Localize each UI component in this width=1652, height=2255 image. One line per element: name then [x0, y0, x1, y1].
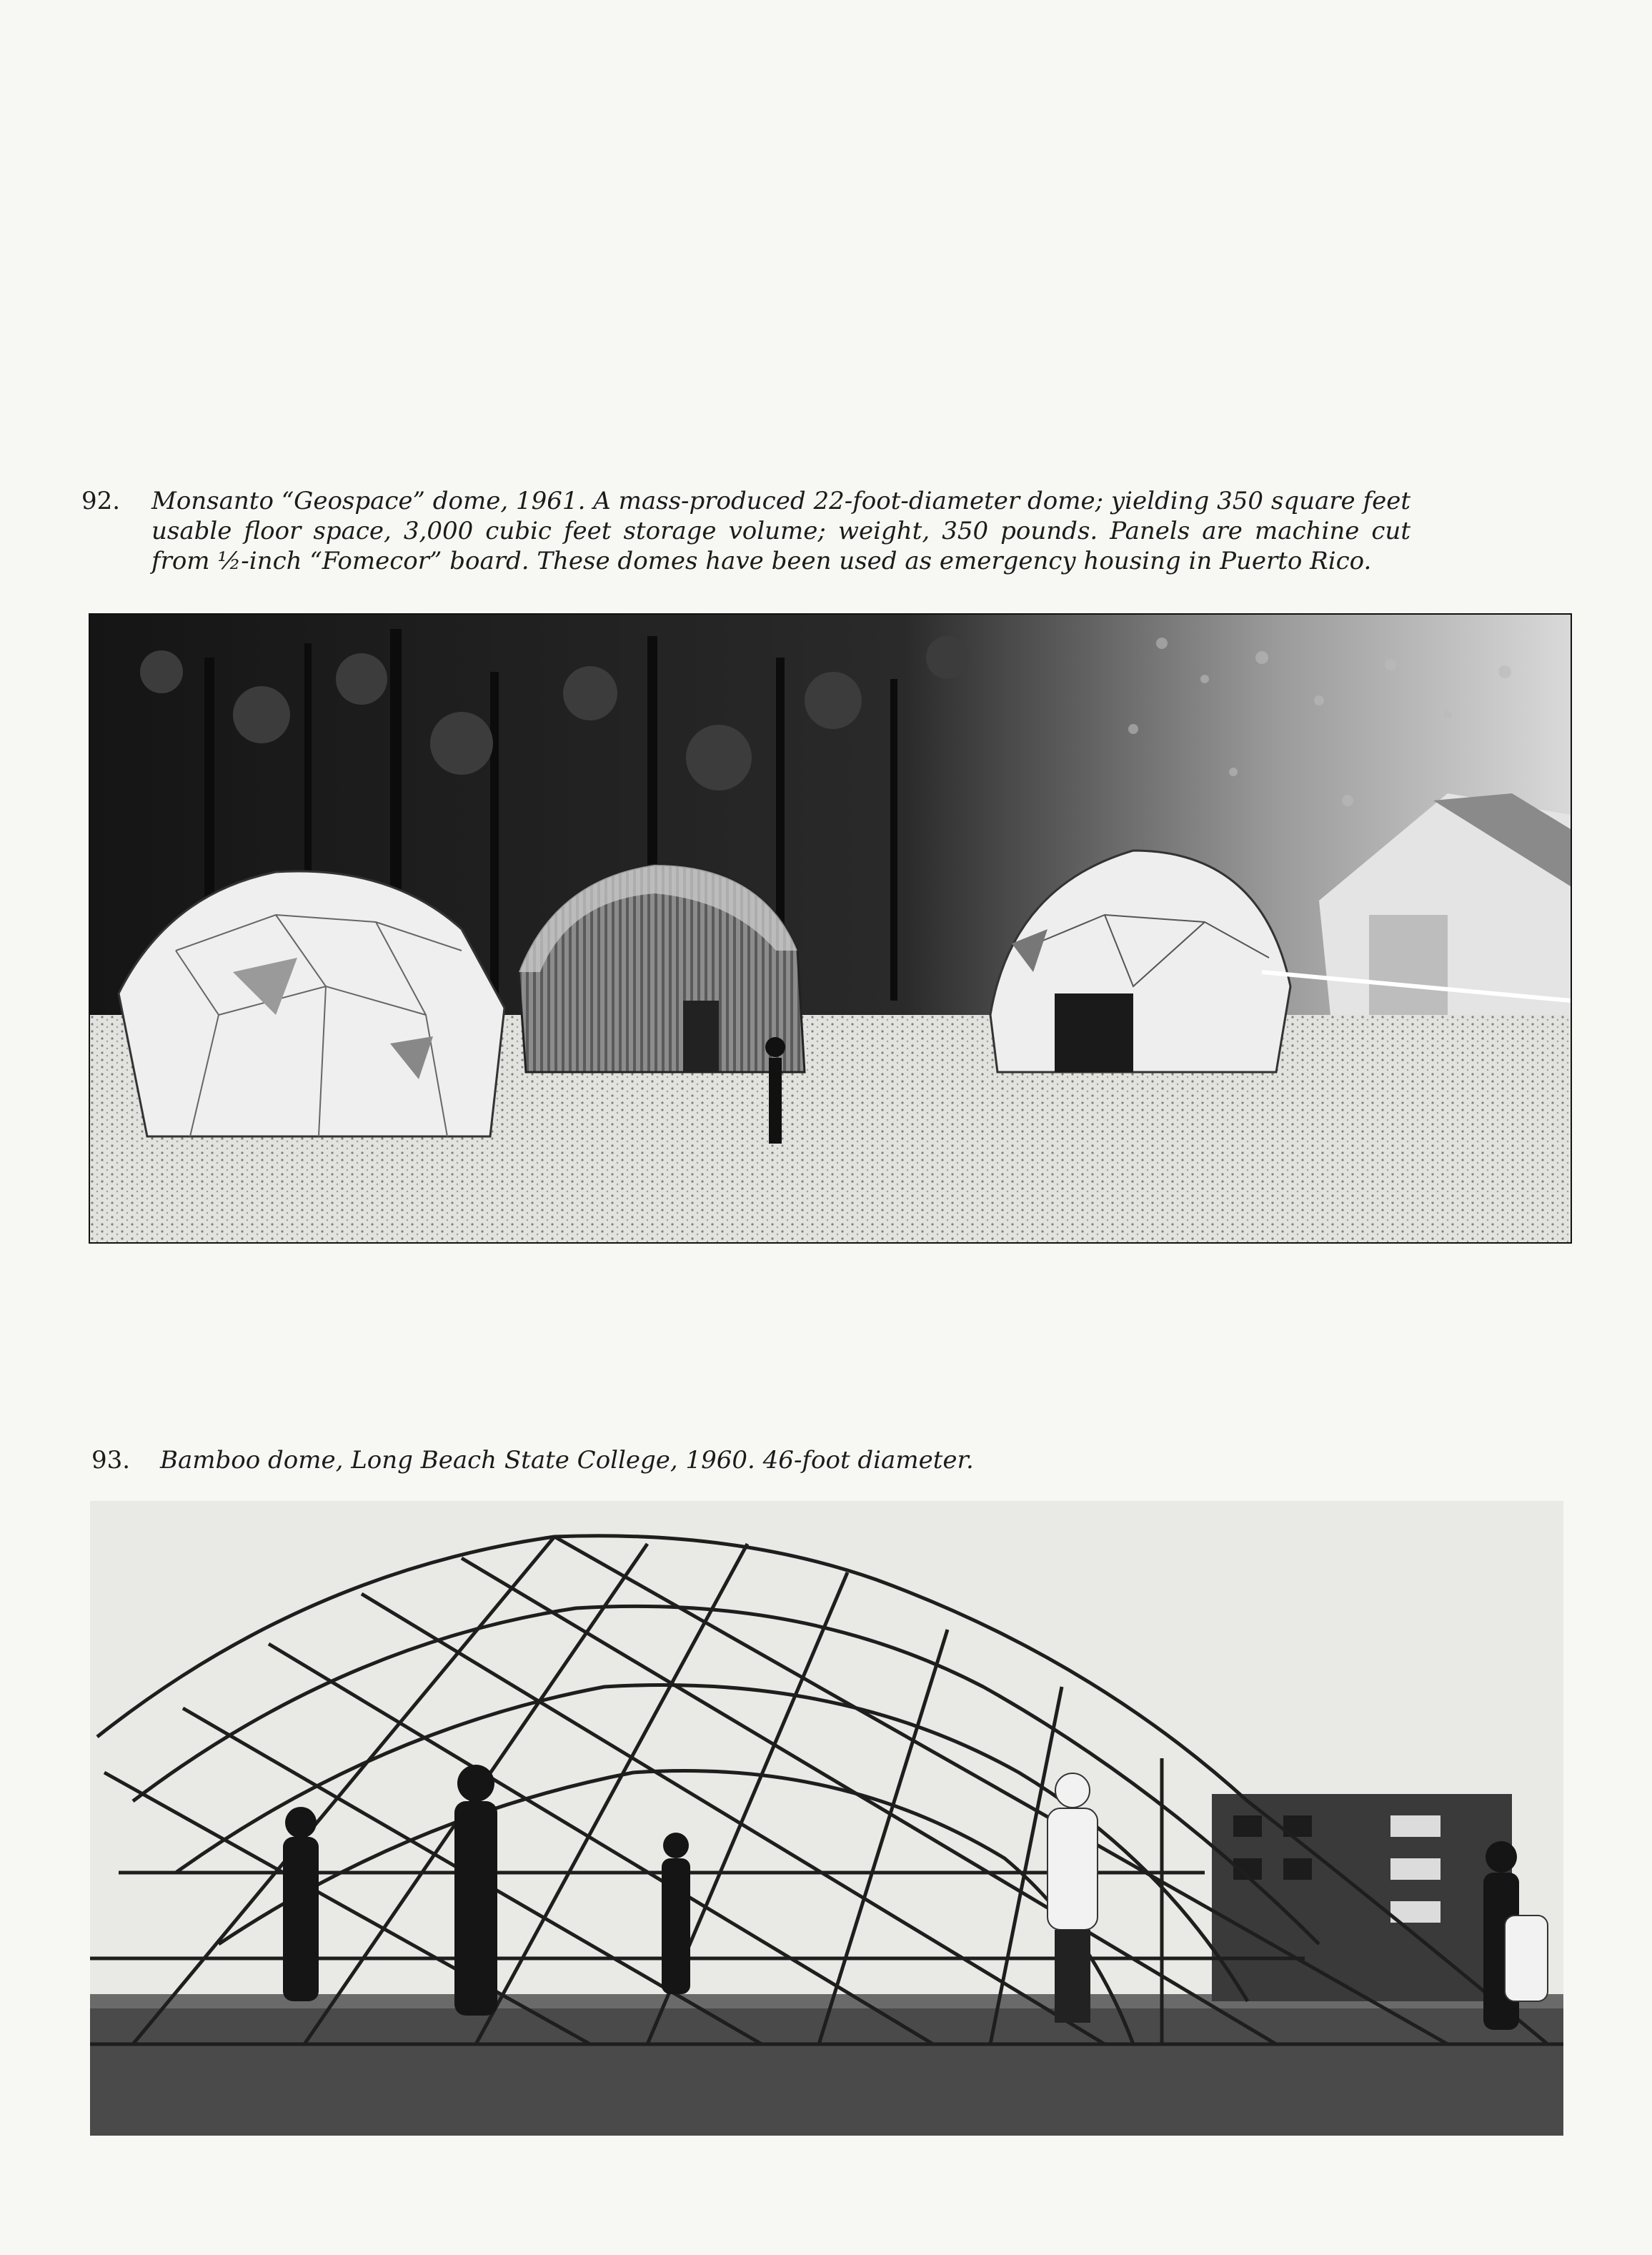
figure-92-caption-text: Monsanto “Geospace” dome, 1961. A mass-produced 22-foot-diameter dome; yielding 350 square feet usable floor space, 3,000 cubic feet storage volume; weight, 350 pounds. Panels are machine cut from ½-inch “Fomecor” board. These domes have been used as emergency housing in Puerto Rico.	[151, 487, 1410, 575]
figure-93-caption	[91, 1445, 1092, 1475]
figure-92-photo	[89, 613, 1572, 1244]
figure-93-number: 93.	[91, 1446, 131, 1475]
figure-93-caption-text: Bamboo dome, Long Beach State College, 1960. 46-foot diameter.	[160, 1446, 974, 1475]
figure-92-caption	[81, 486, 1410, 576]
figure-92-number: 92.	[81, 487, 121, 515]
bamboo-dome-image	[90, 1501, 1563, 2136]
figure-93-photo	[90, 1501, 1563, 2136]
geospace-domes-image	[90, 615, 1571, 1242]
